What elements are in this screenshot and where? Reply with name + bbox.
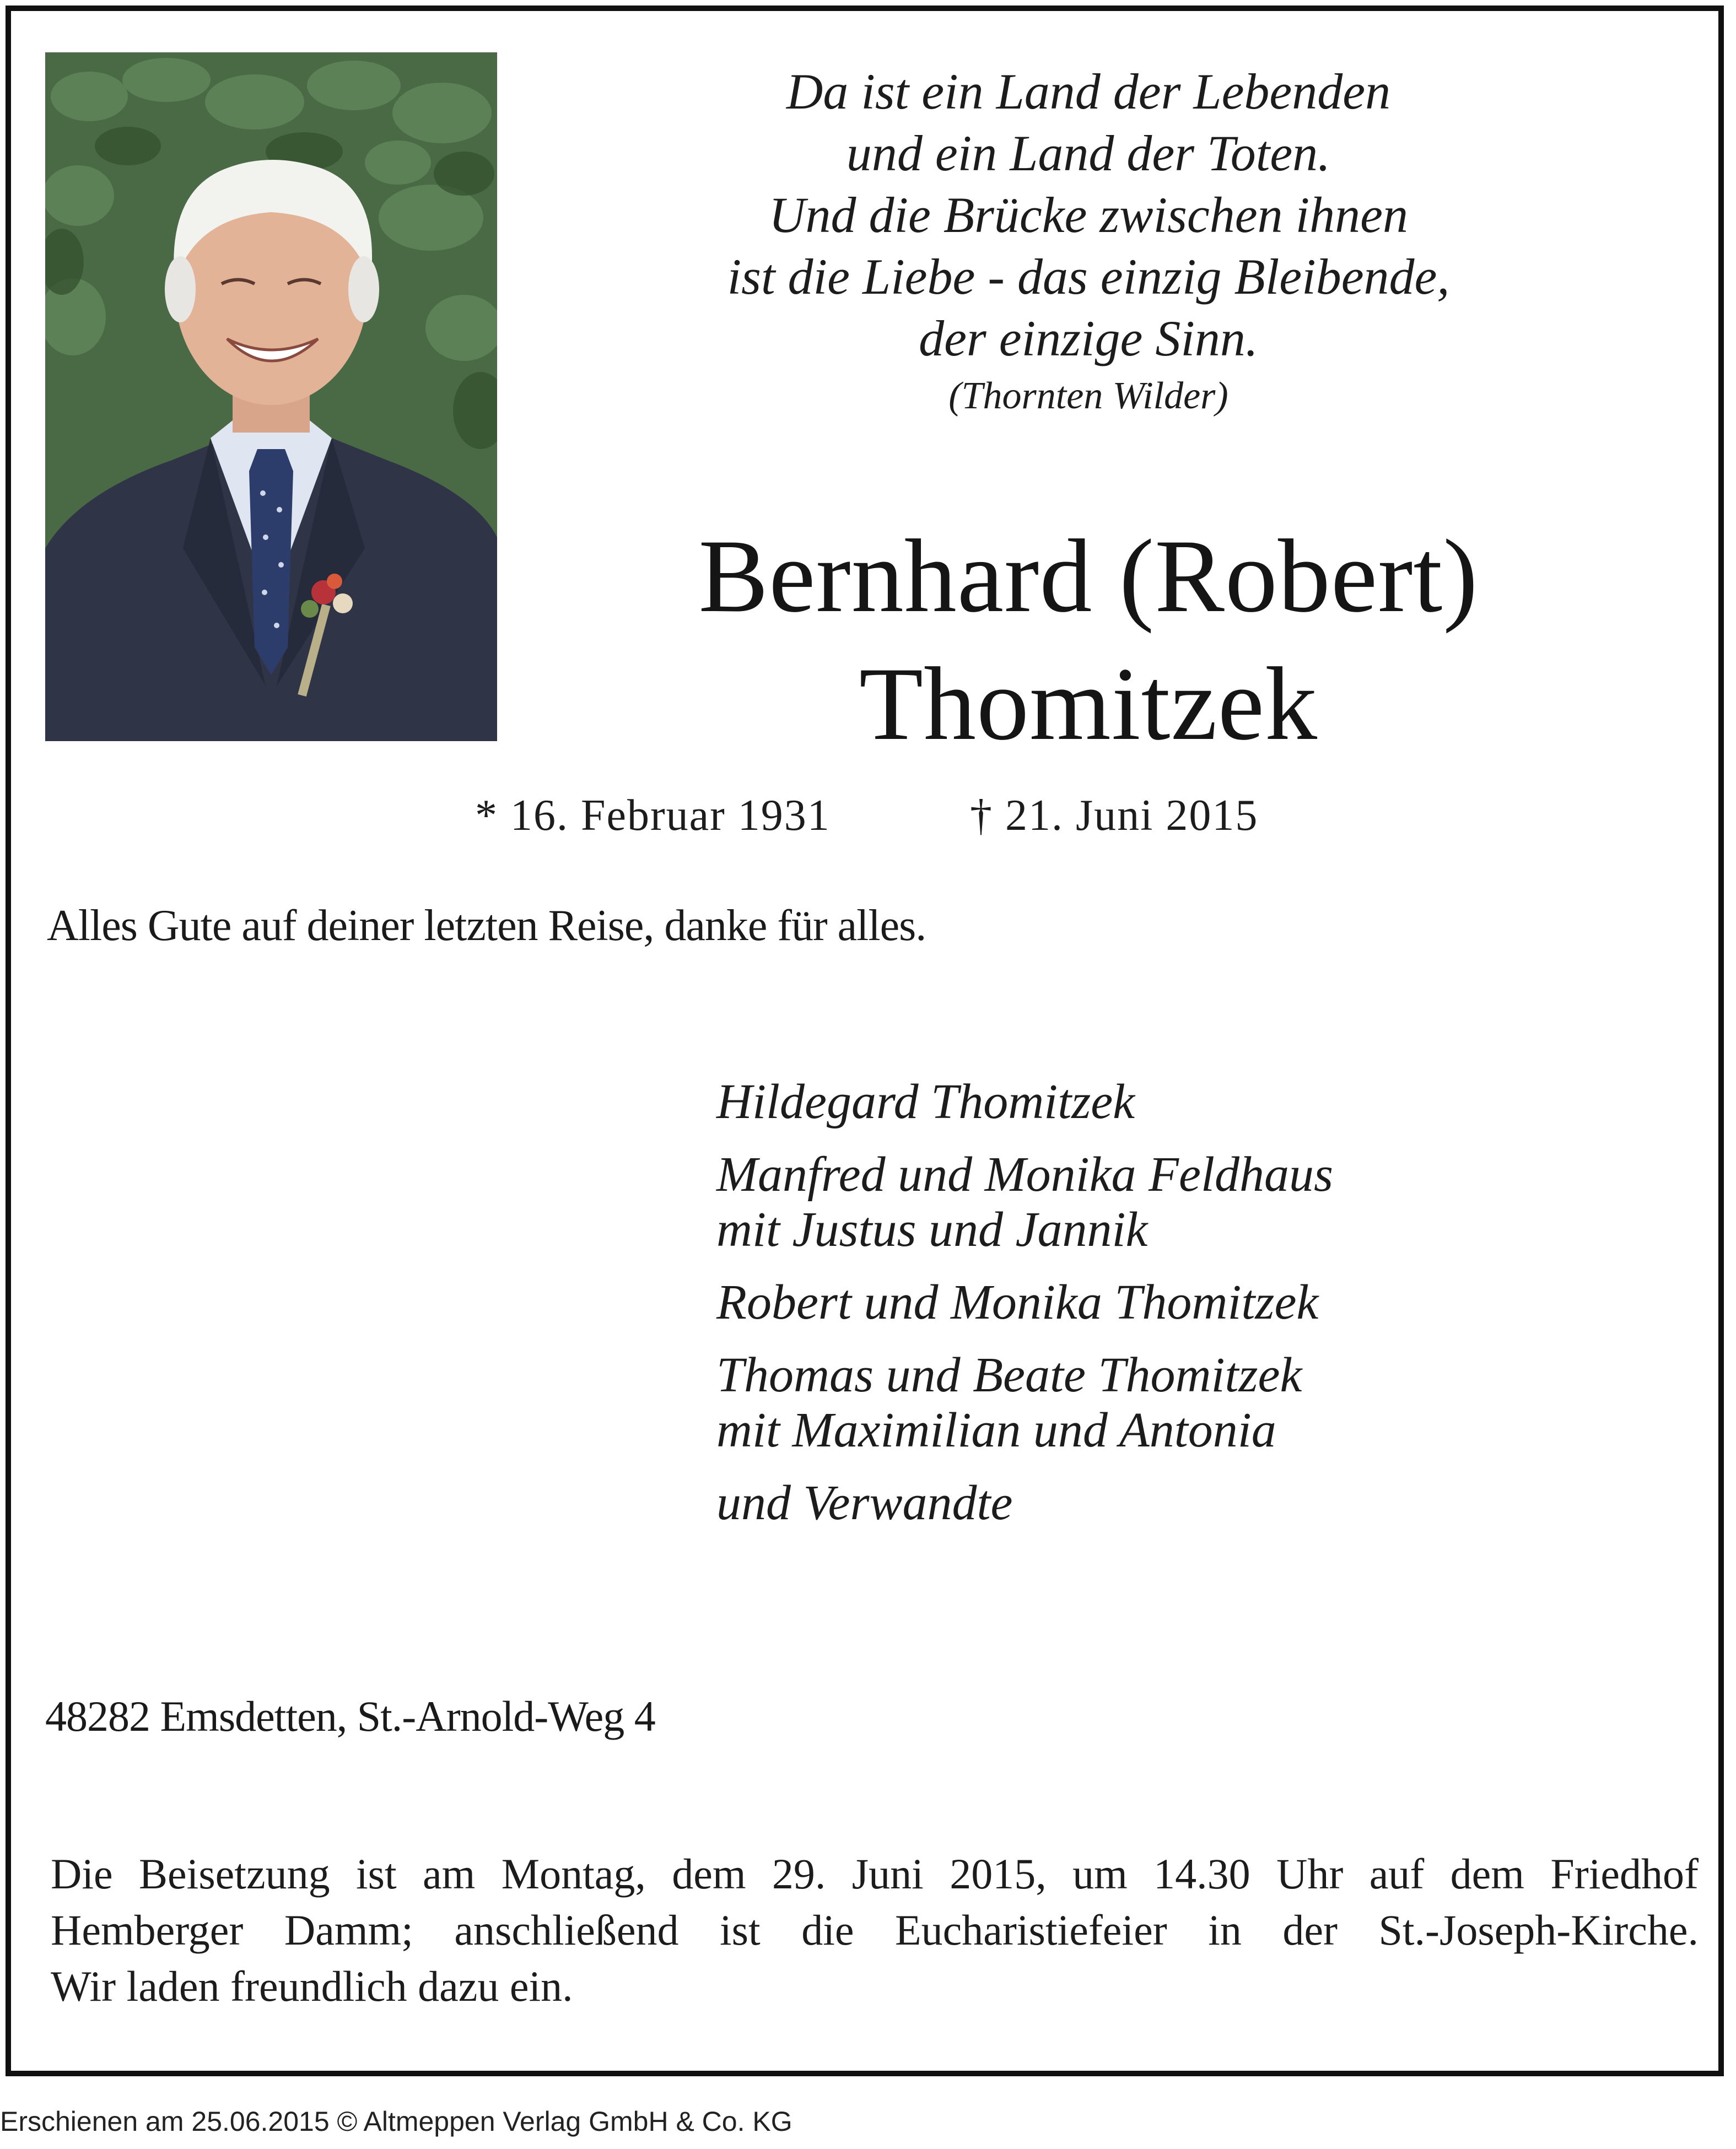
publication-footer: Erschienen am 25.06.2015 © Altmeppen Verlag GmbH & Co. KG — [0, 2106, 792, 2137]
mourner-group — [716, 1074, 1333, 1130]
mourner-line: Manfred und Monika Feldhaus — [716, 1147, 1333, 1202]
burial-line: Wir laden freundlich dazu ein. — [51, 1962, 573, 2010]
mourner-group — [716, 1476, 1333, 1531]
mourners-list — [716, 1074, 1333, 1548]
burial-notice — [51, 1846, 1699, 2015]
mourner-line: und Verwandte — [716, 1476, 1013, 1530]
mourner-line: Hildegard Thomitzek — [716, 1074, 1135, 1129]
mourner-group — [716, 1147, 1333, 1257]
mourner-group — [716, 1348, 1333, 1458]
name-line-2: Thomitzek — [859, 646, 1318, 762]
mourner-line: Robert und Monika Thomitzek — [716, 1275, 1319, 1330]
quote-line: ist die Liebe - das einzig Bleibende, — [727, 249, 1450, 305]
death-date: † 21. Juni 2015 — [970, 791, 1259, 840]
memorial-quote — [606, 61, 1571, 421]
farewell-message: Alles Gute auf deiner letzten Reise, danke für alles. — [47, 901, 926, 950]
quote-attribution: (Thornten Wilder) — [948, 375, 1228, 417]
mourner-line: Thomas und Beate Thomitzek — [716, 1348, 1302, 1402]
quote-line: Und die Brücke zwischen ihnen — [769, 187, 1408, 243]
family-address: 48282 Emsdetten, St.-Arnold-Weg 4 — [45, 1692, 655, 1740]
deceased-name — [606, 512, 1571, 768]
mourner-line: mit Maximilian und Antonia — [716, 1403, 1276, 1457]
quote-line: und ein Land der Toten. — [846, 125, 1331, 181]
mourner-group — [716, 1275, 1333, 1330]
mourner-line: mit Justus und Jannik — [716, 1202, 1148, 1257]
quote-line: der einzige Sinn. — [919, 310, 1258, 366]
burial-line: Hemberger Damm; anschließend ist die Eucharistiefeier in der St.-Joseph-Kirche. — [51, 1906, 1699, 1954]
name-line-1: Bernhard (Robert) — [698, 519, 1479, 634]
birth-date: * 16. Februar 1931 — [475, 791, 831, 840]
portrait-photo — [45, 52, 497, 741]
burial-line: Die Beisetzung ist am Montag, dem 29. Juni 2015, um 14.30 Uhr auf dem Friedhof — [51, 1850, 1699, 1898]
quote-line: Da ist ein Land der Lebenden — [786, 63, 1391, 120]
portrait-illustration — [45, 52, 497, 741]
